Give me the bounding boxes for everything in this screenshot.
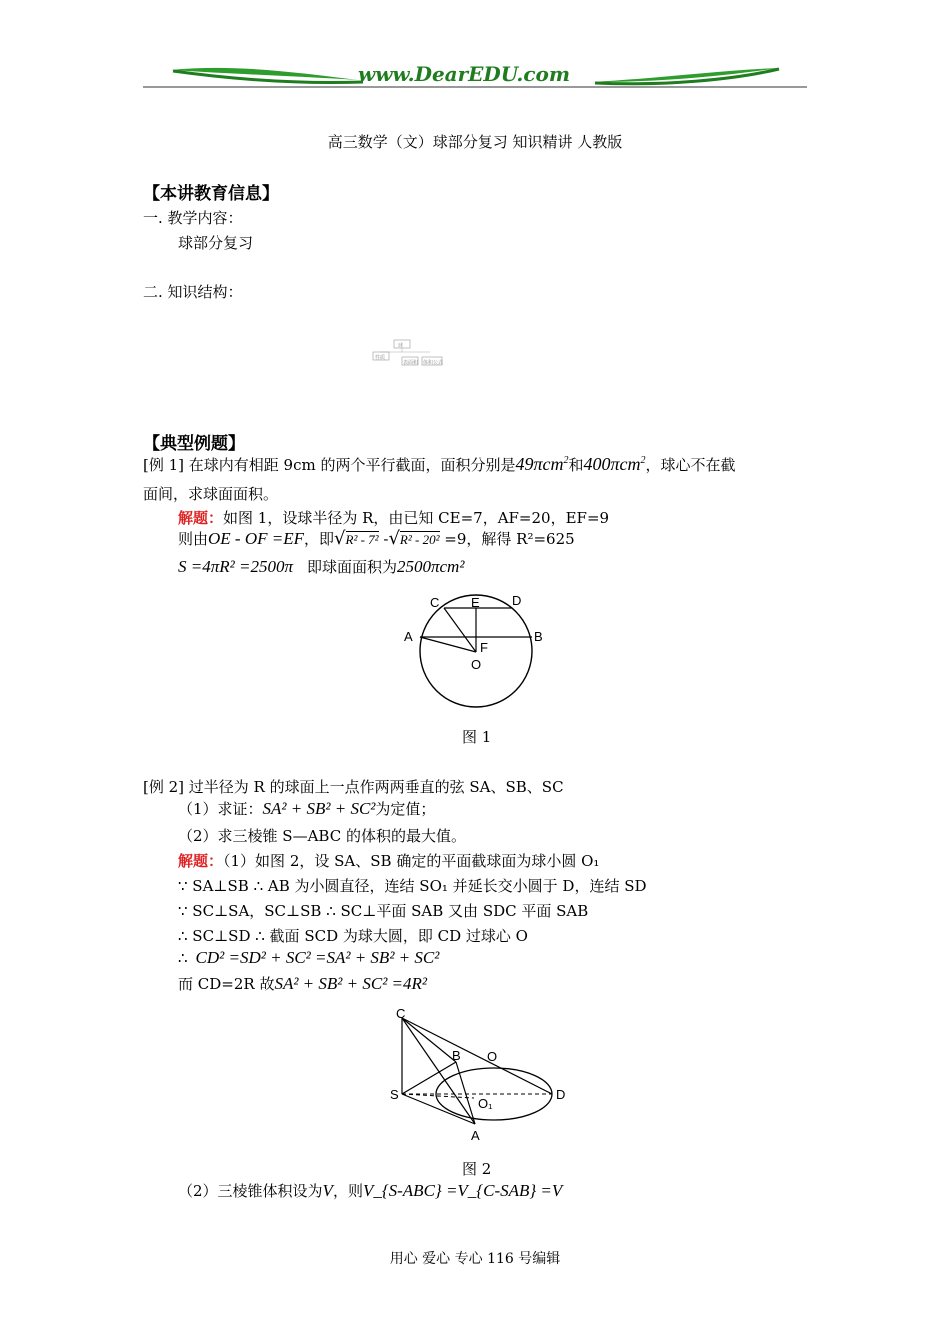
ex1-solution-line2: 则由OE - OF =EF，即√R² - 7² -√R² - 20² =9，解得 R²=625: [178, 528, 575, 549]
ex1-line2: 面间，求球面面积。: [143, 485, 279, 503]
section-heading-examples: 【典型例题】: [143, 434, 245, 454]
edge-so1: [402, 1094, 474, 1098]
segment-ao: [420, 637, 476, 652]
ex1-area1: 49πcm$^2$: [515, 454, 569, 474]
solution-label: 解题：: [178, 509, 224, 527]
diagram-node-2: 性质: [375, 355, 386, 361]
ex2-solution-line6: 而 CD=2R 故SA² + SB² + SC² =4R²: [178, 974, 427, 993]
ex2-line1: [例 2] 过半径为 R 的球面上一点作两两垂直的弦 SA、SB、SC: [143, 778, 564, 796]
ex2-eq-sum-squares: SA² + SB² + SC²: [262, 799, 376, 818]
solution-label: 解题：: [178, 852, 224, 870]
knowledge-structure-diagram: [372, 339, 444, 367]
item1-label: 一. 教学内容：: [143, 209, 243, 227]
diagram-node-4: 体积公式: [423, 360, 444, 366]
fig2-label-c: C: [396, 1006, 406, 1021]
item1-content: 球部分复习: [178, 234, 254, 252]
segment-co: [444, 608, 476, 652]
ex2-solution-line2: ∵ SA⊥SB ∴ AB 为小圆直径，连结 SO₁ 并延长交小圆于 D，连结 SD: [178, 877, 647, 895]
fig2-label-s: S: [390, 1087, 399, 1102]
fig1-label-f: F: [480, 640, 488, 655]
sqrt-icon: √: [388, 528, 400, 549]
ex2-solution-line3: ∵ SC⊥SA，SC⊥SB ∴ SC⊥平面 SAB 又由 SDC 平面 SAB: [178, 902, 589, 920]
header-banner: [143, 58, 807, 90]
fig1-label-o: O: [471, 657, 482, 672]
ex2-question2: （2）求三棱锥 S—ABC 的体积的最大值。: [178, 827, 466, 845]
logo-text: www.DearEDU.com: [358, 62, 571, 86]
fig1-label-c: C: [430, 595, 440, 610]
figure-1: [398, 592, 558, 710]
figure-2-caption: 图 2: [462, 1160, 492, 1178]
page-footer: 用心 爱心 专心 116 号编辑: [389, 1251, 561, 1267]
edge-cb: [402, 1018, 456, 1062]
ex2-solution-line4: ∴ SC⊥SD ∴ 截面 SCD 为球大圆，即 CD 过球心 O: [178, 927, 528, 945]
ex2-solution-line1: 解题：（1）如图 2，设 SA、SB 确定的平面截球面为球小圆 O₁: [178, 852, 600, 870]
fig2-label-b: B: [452, 1048, 461, 1063]
ex2-eq-cd: CD² =SD² + SC² =SA² + SB² + SC²: [195, 948, 440, 967]
page-title: 高三数学（文）球部分复习 知识精讲 人教版: [327, 133, 623, 151]
ex2-eq-volume: V_{S-ABC} =V_{C-SAB} =V: [362, 1181, 563, 1200]
fig2-label-o: O: [487, 1049, 498, 1064]
ex2-solution-line5: ∴ CD² =SD² + SC² =SA² + SB² + SC²: [178, 948, 440, 967]
ex1-solution-line1: 解题：如图 1，设球半径为 R，由已知 CE=7，AF=20，EF=9: [178, 509, 610, 527]
fig1-label-d: D: [512, 593, 522, 608]
ex1-solution-line3: S =4πR² =2500π 即球面面积为2500πcm²: [178, 557, 465, 576]
sqrt-icon: √: [334, 528, 346, 549]
fig2-label-d: D: [556, 1087, 566, 1102]
figure-2: [388, 1006, 578, 1146]
fig1-label-a: A: [404, 629, 413, 644]
item2-label: 二. 知识结构：: [143, 283, 243, 301]
ex2-part2: （2）三棱锥体积设为V，则V_{S-ABC} =V_{C-SAB} =V: [178, 1181, 563, 1200]
ex1-eq-surface: S =4πR² =2500π: [178, 557, 293, 576]
ex2-eq-result: SA² + SB² + SC² =4R²: [274, 974, 427, 993]
ex1-eq-oe-of: OE - OF =EF: [208, 529, 304, 548]
fig1-label-b: B: [534, 629, 543, 644]
section-heading-info: 【本讲教育信息】: [143, 184, 279, 204]
ex1-surface-value: 2500πcm²: [396, 557, 465, 576]
ex1-line1: [例 1] 在球内有相距 9cm 的两个平行截面，面积分别是49πcm$^2$和400πcm$^2$，球心不在截: [143, 454, 736, 474]
fig2-label-o1: O₁: [478, 1096, 493, 1111]
diagram-node-1: 球: [398, 343, 404, 349]
diagram-node-3: 表面积: [403, 360, 419, 366]
edge-cd: [402, 1018, 552, 1094]
figure-1-caption: 图 1: [462, 728, 492, 746]
fig2-label-a: A: [471, 1128, 480, 1143]
fig1-label-e: E: [471, 595, 480, 610]
ex2-question1: （1）求证：SA² + SB² + SC²为定值；: [178, 799, 436, 818]
ex1-area2: 400πcm$^2$: [583, 454, 646, 474]
